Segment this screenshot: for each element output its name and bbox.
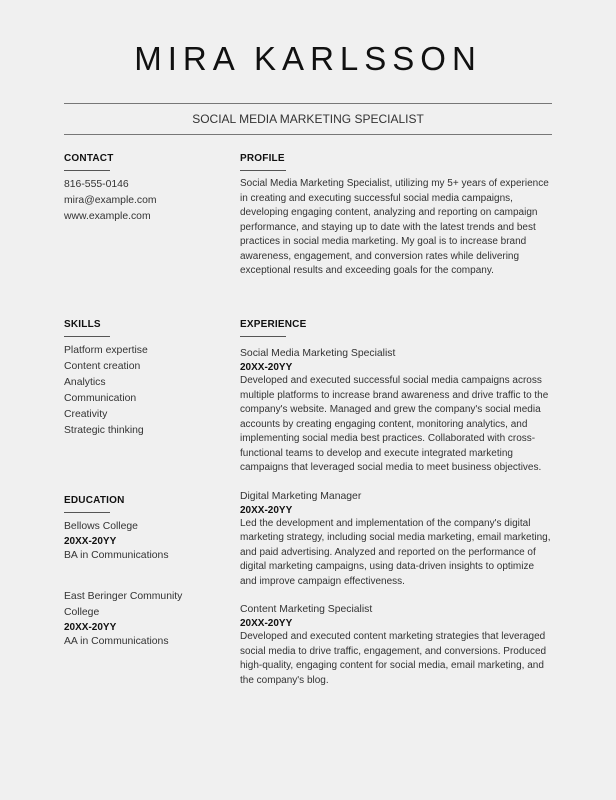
skill-item: Creativity — [64, 409, 108, 420]
contact-website: www.example.com — [64, 211, 151, 222]
education-underline — [64, 512, 110, 513]
contact-email: mira@example.com — [64, 195, 157, 206]
skill-item: Analytics — [64, 377, 106, 388]
job-entry — [240, 347, 552, 476]
job-entry — [240, 490, 552, 590]
education-entry — [64, 519, 224, 564]
contact-phone: 816-555-0146 — [64, 179, 129, 190]
profile-heading: PROFILE — [240, 153, 285, 164]
job-entry — [240, 603, 552, 688]
bottom-divider — [64, 134, 552, 135]
skill-item: Content creation — [64, 361, 141, 372]
job-description: Led the development and implementation of the company's digital marketing strategy, including social media marketing, email marketing, and paid advertising. Analyzed and reported on the performance of digital marketing campaigns, using data-driven insights to optimize and improve campaign effectiveness. — [240, 517, 551, 587]
education-heading: EDUCATION — [64, 495, 125, 506]
job-title-text: Content Marketing Specialist — [240, 604, 373, 615]
job-title: SOCIAL MEDIA MARKETING SPECIALIST — [192, 112, 424, 126]
experience-underline — [240, 336, 286, 337]
job-dates: 20XX-20YY — [240, 618, 293, 629]
job-title-text: Digital Marketing Manager — [240, 490, 362, 502]
contact-underline — [64, 170, 110, 171]
skill-item: Platform expertise — [64, 345, 148, 356]
skills-underline — [64, 336, 110, 337]
skills-section — [64, 319, 224, 439]
job-description: Developed and executed successful social media campaigns across multiple platforms to increase brand awareness and drive traffic to the company's website. Managed and grew the company's social media accounts by creating engaging content, monitoring analytics, and implementing social media best practices. Collaborated with cross-functional teams to develop and execute integrated marketing campaigns that leveraged social media to meet business objectives. — [240, 375, 549, 473]
top-divider — [64, 103, 552, 104]
job-description: Developed and executed content marketing strategies that leveraged social media to drive traffic, engagement, and conversions. Produced high-quality, engaging content for social media, email marketing, and the company's blog. — [240, 631, 547, 686]
experience-section — [240, 319, 552, 688]
profile-underline — [240, 170, 286, 171]
education-dates: 20XX-20YY — [64, 622, 117, 633]
skill-item: Strategic thinking — [64, 425, 144, 436]
resume-name: MIRA KARLSSON — [134, 40, 482, 77]
job-dates: 20XX-20YY — [240, 504, 293, 516]
profile-section — [240, 153, 552, 279]
experience-heading: EXPERIENCE — [240, 319, 307, 330]
job-title-text: Social Media Marketing Specialist — [240, 348, 396, 359]
contact-heading: CONTACT — [64, 153, 114, 164]
education-entry — [64, 589, 199, 650]
education-degree: AA in Communications — [64, 636, 169, 647]
education-school: East Beringer Community College — [64, 591, 183, 618]
contact-section — [64, 153, 224, 225]
education-dates: 20XX-20YY — [64, 536, 117, 547]
job-dates: 20XX-20YY — [240, 362, 293, 373]
skills-heading: SKILLS — [64, 319, 101, 330]
education-school: Bellows College — [64, 521, 138, 532]
education-section — [64, 495, 224, 650]
skill-item: Communication — [64, 393, 137, 404]
education-degree: BA in Communications — [64, 550, 169, 561]
profile-text: Social Media Marketing Specialist, utilizing my 5+ years of experience in creating and executing successful social media campaigns, developing engaging content, analyzing and reporting on campaign performance, and staying up to date with the latest trends and best practices in social media marketing. My goal is to increase brand awareness, engagement, and conversion rates while delivering exceptional results and exceeding goals for the company. — [240, 178, 549, 276]
